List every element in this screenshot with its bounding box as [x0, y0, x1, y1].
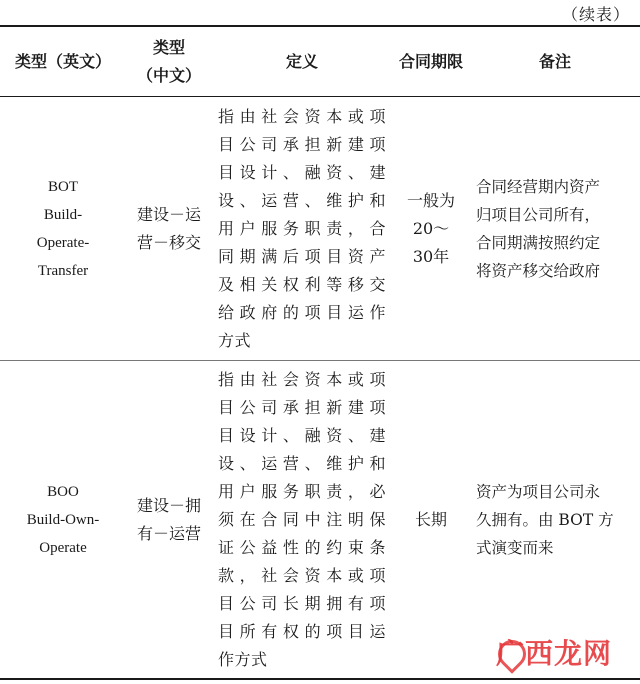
note-line: 合同经营期内资产: [476, 177, 601, 196]
note-line: 合同期满按照约定: [476, 233, 601, 252]
definition-line: 给政府的项目运作: [218, 302, 386, 322]
type-en-line: Build-: [43, 206, 83, 223]
note-line: 归项目公司所有，: [476, 205, 601, 224]
definition-line: 目公司长期拥有项: [218, 593, 386, 613]
row-boo-type-cn: [126, 361, 212, 678]
definition-line: 同期满后项目资产: [218, 246, 386, 266]
type-en-line: Operate: [39, 539, 87, 556]
term-line: 长期: [414, 509, 447, 529]
row-bot-term: [392, 97, 470, 360]
definition-text: [218, 103, 386, 355]
term-line: 30年: [412, 246, 450, 266]
row-bot-definition: [212, 97, 392, 360]
note-line: 久拥有。由 BOT 方: [476, 510, 614, 529]
type-en-line: BOT: [48, 178, 78, 195]
type-en-line: Transfer: [37, 262, 89, 279]
header-note: 备注: [538, 51, 571, 71]
definition-line: 指由社会资本或项: [218, 106, 386, 126]
header-definition: 定义: [285, 51, 318, 71]
type-en-line: BOO: [47, 483, 79, 500]
header-type-cn: [126, 27, 212, 96]
definition-line: 用户服务职责，合: [218, 218, 386, 238]
row-bot-note: [470, 97, 640, 360]
row-bot-type-en: [0, 97, 126, 360]
definition-line: 证公益性的约束条: [218, 537, 386, 557]
note-line: 将资产移交给政府: [476, 261, 601, 280]
note-line: 资产为项目公司永: [476, 482, 601, 501]
row-bot-type-cn: [126, 97, 212, 360]
definition-line: 目设计、融资、建: [218, 162, 386, 182]
definition-line: 目所有权的项目运: [218, 621, 386, 641]
header-type-cn-line1: 类型: [152, 37, 185, 57]
type-en-line: Build-Own-: [26, 511, 100, 528]
definition-line: 设、运营、维护和: [218, 190, 386, 210]
definition-line: 设、运营、维护和: [218, 453, 386, 473]
row-boo-term: [392, 361, 470, 678]
header-type-cn-line2: （中文）: [136, 65, 201, 85]
header-type-en: 类型（英文）: [14, 51, 111, 71]
note-text: [476, 173, 634, 285]
definition-line: 须在合同中注明保: [218, 509, 386, 529]
row-boo-definition: [212, 361, 392, 678]
term-line: 20～: [412, 218, 450, 238]
type-en-line: Operate-: [36, 234, 90, 251]
definition-line: 方式: [218, 330, 252, 350]
watermark: 广西龙网: [495, 637, 612, 670]
definition-line: 用户服务职责，必: [218, 481, 386, 501]
row-boo-type-en: [0, 361, 126, 678]
definition-text: [218, 366, 386, 674]
type-cn-line: 有－运营: [136, 523, 201, 543]
term-line: 一般为: [406, 190, 455, 210]
definition-line: 及相关权利等移交: [218, 274, 386, 294]
row-boo-note: [470, 361, 640, 678]
definition-line: 指由社会资本或项: [218, 369, 386, 389]
definition-line: 目设计、融资、建: [218, 425, 386, 445]
type-cn-line: 建设－运: [136, 204, 201, 224]
type-cn-line: 建设－拥: [136, 495, 201, 515]
type-cn-line: 营－移交: [136, 232, 201, 252]
definition-line: 目公司承担新建项: [218, 134, 386, 154]
definition-line: 作方式: [218, 649, 268, 669]
definition-line: 目公司承担新建项: [218, 397, 386, 417]
header-term: 合同期限: [398, 51, 463, 71]
continuation-label: （续表）: [561, 5, 630, 24]
table-bottom-rule: [0, 678, 640, 680]
note-line: 式演变而来: [476, 538, 554, 557]
note-text: [476, 478, 634, 562]
definition-line: 款，社会资本或项: [218, 565, 386, 585]
